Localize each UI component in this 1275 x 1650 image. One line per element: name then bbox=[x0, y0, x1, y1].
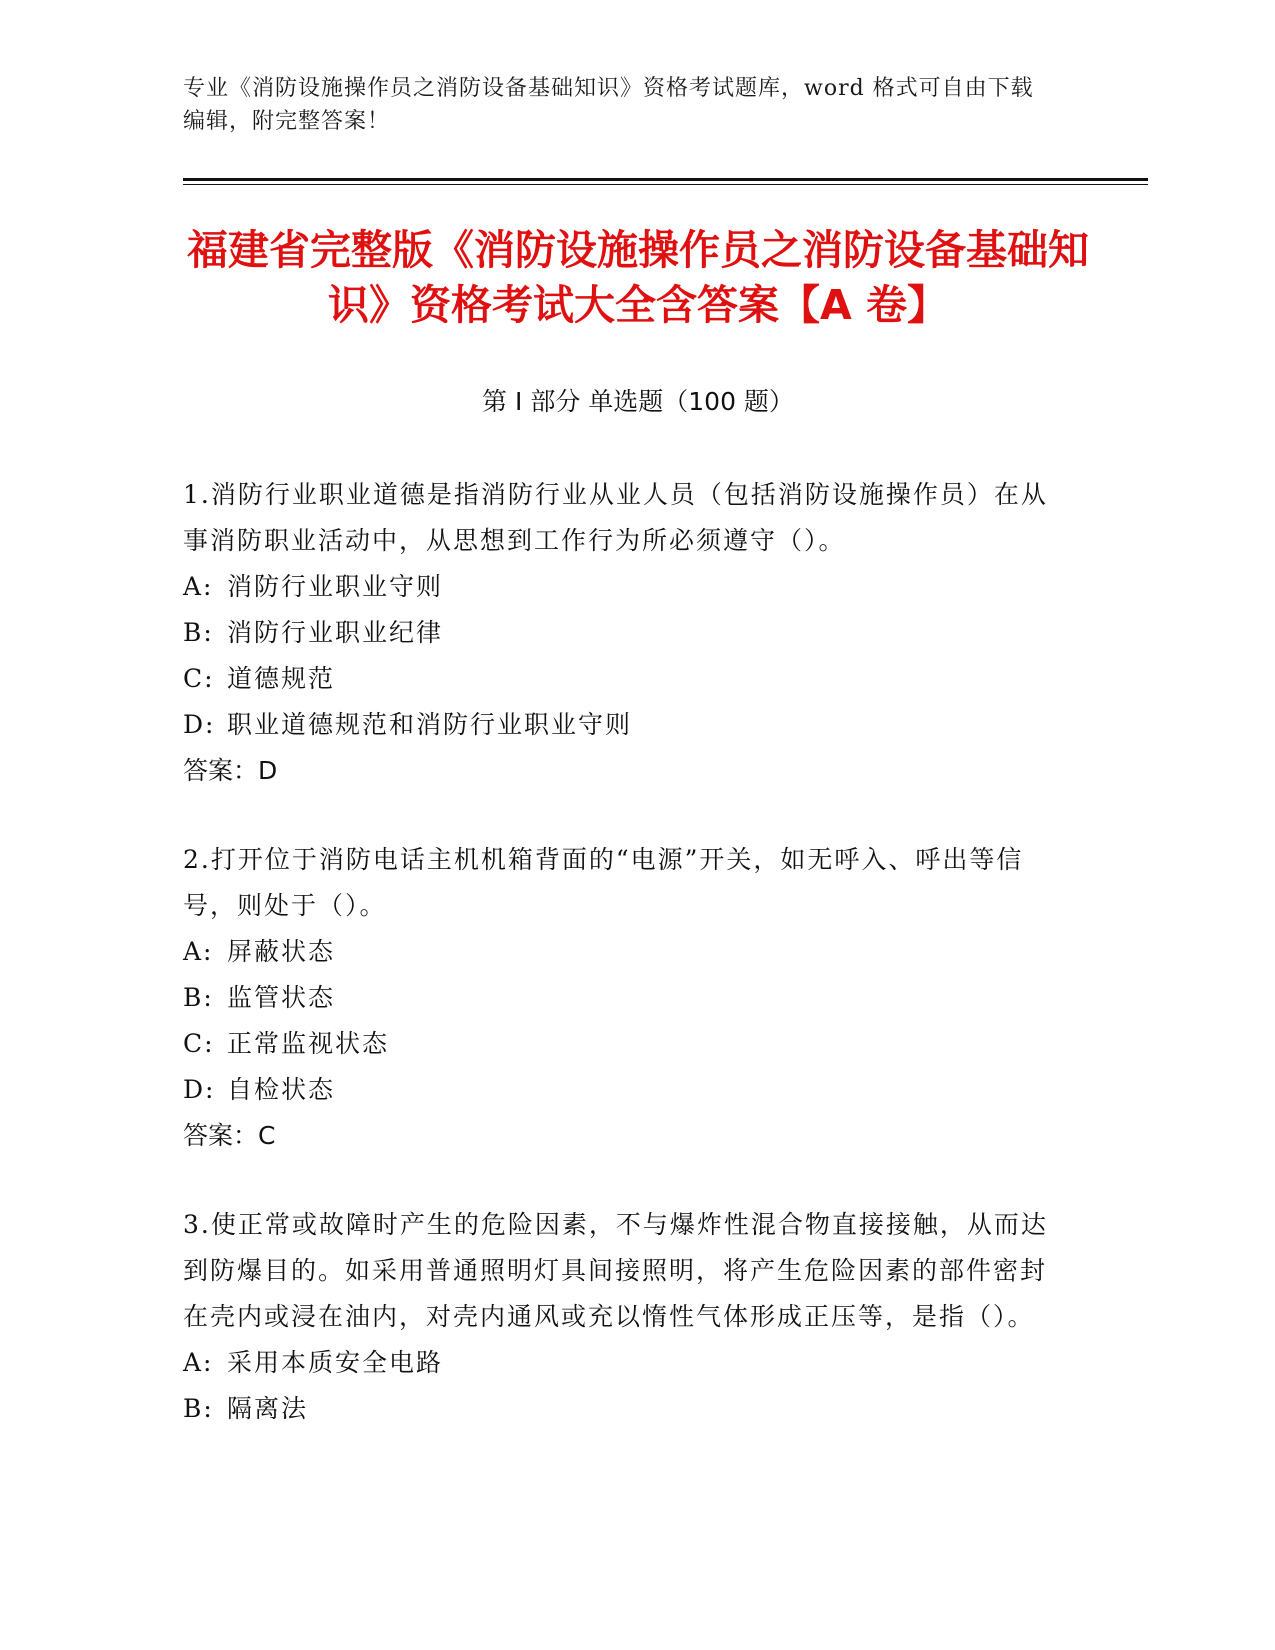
option-a bbox=[183, 564, 1063, 610]
option-a bbox=[183, 929, 1063, 975]
option-text: 隔离法 bbox=[227, 1394, 309, 1423]
option-letter: B: bbox=[183, 1394, 214, 1423]
question-2 bbox=[183, 837, 1063, 1159]
option-text: 道德规范 bbox=[227, 664, 336, 693]
option-b bbox=[183, 975, 1063, 1021]
option-letter: D: bbox=[183, 710, 216, 739]
option-letter: D: bbox=[183, 1075, 216, 1104]
header-divider-thick bbox=[183, 178, 1148, 181]
question-1 bbox=[183, 472, 1063, 794]
answer-line: 答案：C bbox=[183, 1121, 276, 1150]
option-letter: B: bbox=[183, 618, 214, 647]
option-letter: A: bbox=[183, 572, 214, 601]
option-text: 监管状态 bbox=[227, 983, 336, 1012]
option-text: 自检状态 bbox=[227, 1075, 336, 1104]
document-title: 福建省完整版《消防设施操作员之消防设备基础知识》资格考试大全含答案【A 卷】 bbox=[187, 226, 1089, 329]
option-c bbox=[183, 656, 1063, 702]
question-stem: 2.打开位于消防电话主机机箱背面的“电源”开关，如无呼入、呼出等信号，则处于（）。 bbox=[183, 845, 1024, 920]
header-note: 专业《消防设施操作员之消防设备基础知识》资格考试题库，word 格式可自由下载编辑，附完整答案！ bbox=[183, 76, 1034, 134]
answer-line: 答案：D bbox=[183, 756, 278, 785]
section-title: 第 I 部分 单选题（100 题） bbox=[482, 387, 794, 416]
option-c bbox=[183, 1021, 1063, 1067]
option-text: 采用本质安全电路 bbox=[227, 1348, 444, 1377]
option-letter: A: bbox=[183, 1348, 214, 1377]
option-text: 消防行业职业守则 bbox=[227, 572, 444, 601]
question-stem: 1.消防行业职业道德是指消防行业从业人员（包括消防设施操作员）在从事消防职业活动中，从思想到工作行为所必须遵守（）。 bbox=[183, 480, 1048, 555]
question-3 bbox=[183, 1202, 1063, 1432]
option-text: 消防行业职业纪律 bbox=[227, 618, 444, 647]
option-text: 屏蔽状态 bbox=[227, 937, 336, 966]
option-d bbox=[183, 1067, 1063, 1113]
question-list bbox=[183, 472, 1063, 1475]
option-text: 正常监视状态 bbox=[227, 1029, 390, 1058]
option-a bbox=[183, 1340, 1063, 1386]
option-b bbox=[183, 610, 1063, 656]
option-d bbox=[183, 702, 1063, 748]
option-text: 职业道德规范和消防行业职业守则 bbox=[227, 710, 633, 739]
option-letter: B: bbox=[183, 983, 214, 1012]
question-stem: 3.使正常或故障时产生的危险因素，不与爆炸性混合物直接接触，从而达到防爆目的。如采用普通照明灯具间接照明，将产生危险因素的部件密封在壳内或浸在油内，对壳内通风或充以惰性气体形成正压等，是指（）。 bbox=[183, 1210, 1048, 1331]
option-letter: A: bbox=[183, 937, 214, 966]
option-letter: C: bbox=[183, 1029, 215, 1058]
option-b bbox=[183, 1386, 1063, 1432]
header-divider-thin bbox=[183, 184, 1148, 185]
option-letter: C: bbox=[183, 664, 215, 693]
